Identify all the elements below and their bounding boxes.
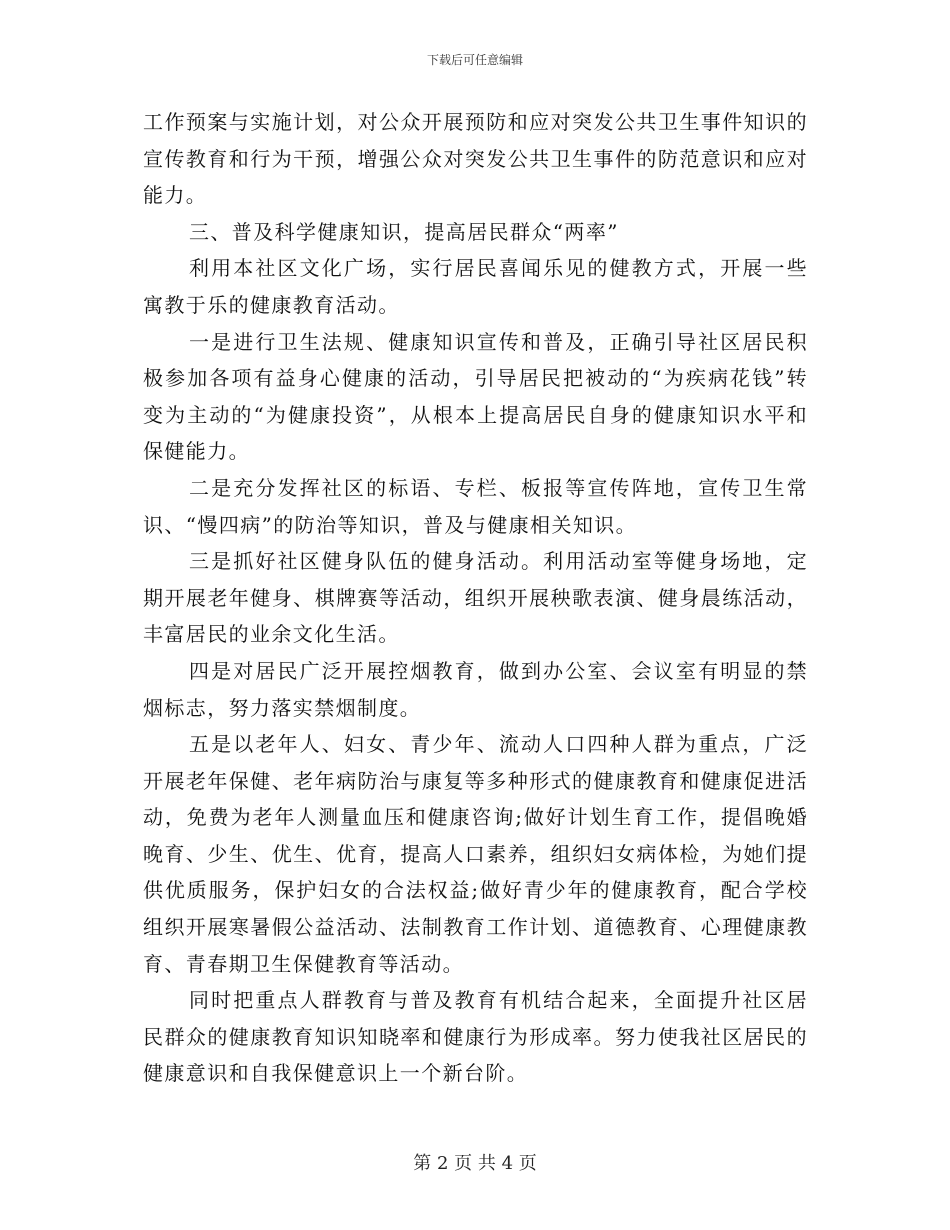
section-heading: 三、普及科学健康知识，提高居民群众“两率” xyxy=(189,219,619,244)
paragraph: 一是进行卫生法规、健康知识宣传和普及，正确引导社区居民积极参加各项有益身心健康的活动，引导居民把被动的“为疾病花钱”转变为主动的“为健康投资”，从根本上提高居民自身的健康知识水平和保健能力。 xyxy=(143,329,808,464)
paragraph: 二是充分发挥社区的标语、专栏、板报等宣传阵地，宣传卫生常识、“慢四病”的防治等知识，普及与健康相关知识。 xyxy=(143,475,808,537)
paragraph: 利用本社区文化广场，实行居民喜闻乐见的健教方式，开展一些寓教于乐的健康教育活动。 xyxy=(143,256,808,317)
paragraph: 三是抓好社区健身队伍的健身活动。利用活动室等健身场地，定期开展老年健身、棋牌赛等活动，组织开展秧歌表演、健身晨练活动，丰富居民的业余文化生活。 xyxy=(143,549,808,647)
paragraph: 五是以老年人、妇女、青少年、流动人口四种人群为重点，广泛开展老年保健、老年病防治与康复等多种形式的健康教育和健康促进活动，免费为老年人测量血压和健康咨询;做好计划生育工作，提倡晚婚晚育、少生、优生、优育，提高人口素养，组织妇女病体检，为她们提供优质服务，保护妇女的合法权益;做好青少年的健康教育，配合学校组织开展寒暑假公益活动、法制教育工作计划、道德教育、心理健康教育、青春期卫生保健教育等活动。 xyxy=(143,732,808,976)
document-body xyxy=(143,104,808,1092)
paragraph: 同时把重点人群教育与普及教育有机结合起来，全面提升社区居民群众的健康教育知识知晓率和健康行为形成率。努力使我社区居民的健康意识和自我保健意识上一个新台阶。 xyxy=(143,988,808,1086)
page-number-footer: 第 2 页 共 4 页 xyxy=(413,1153,537,1174)
paragraph-continuation: 工作预案与实施计划，对公众开展预防和应对突发公共卫生事件知识的宣传教育和行为干预，增强公众对突发公共卫生事件的防范意识和应对能力。 xyxy=(143,110,808,208)
page-header-note: 下载后可任意编辑 xyxy=(426,53,523,67)
paragraph: 四是对居民广泛开展控烟教育，做到办公室、会议室有明显的禁烟标志，努力落实禁烟制度。 xyxy=(143,658,808,720)
